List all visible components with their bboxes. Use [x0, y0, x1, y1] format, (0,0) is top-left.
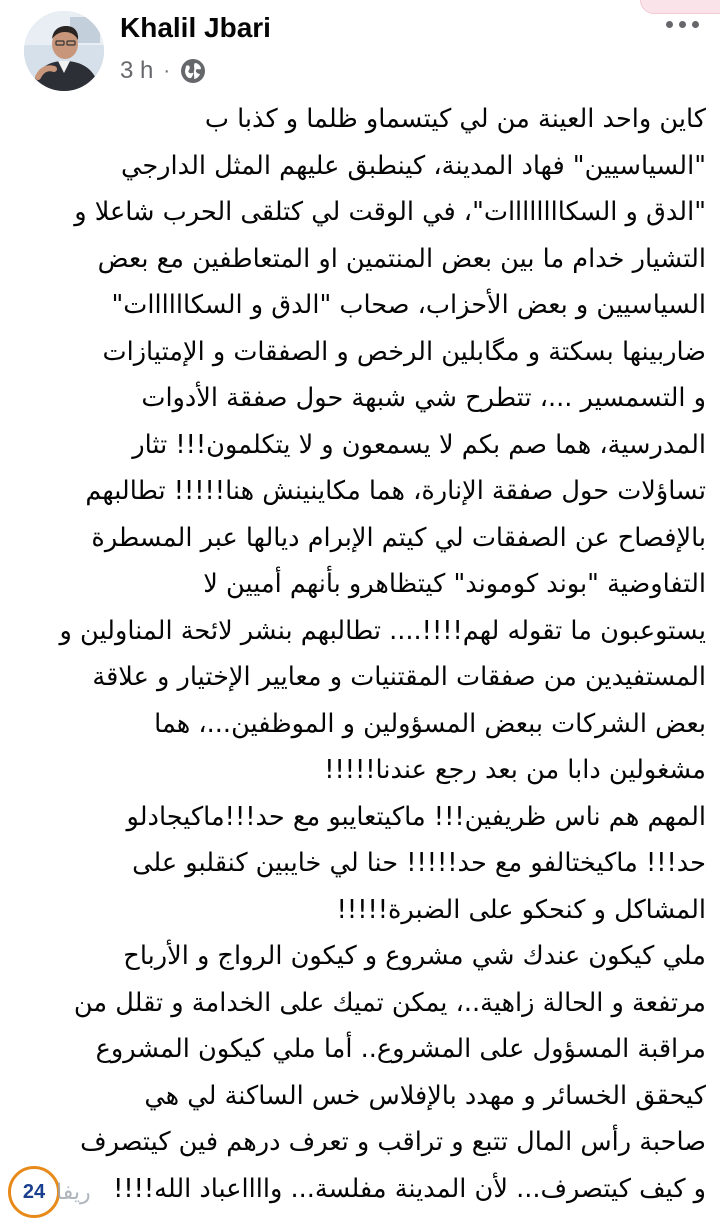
more-options-dot — [692, 21, 699, 28]
post-text-line: ضاربينها بسكتة و مگابلين الرخص و الصفقات و الإمتيازات — [102, 336, 706, 367]
post-text-line: المشاكل و كنحكو على الضبرة!!!!! — [336, 894, 706, 925]
avatar-photo — [24, 11, 104, 91]
post-text-line: مشغولين دابا من بعد رجع عندنا!!!!! — [324, 755, 706, 785]
post-text-line: ملي كيكون عندك شي مشروع و كيكون الرواج و الأرباح — [123, 941, 706, 971]
post-text-line: "الدق و السكاااااااات"، في الوقت لي كتلقى الحرب شاعلا و — [74, 197, 706, 227]
post-text-line: صاحبة رأس المال تتبع و تراقب و تعرف درهم فين كيتصرف — [80, 1127, 706, 1157]
post-text-line: كيحقق الخسائر و مهدد بالإفلاس خس الساكنة لي هي — [144, 1080, 706, 1111]
author-name[interactable]: Khalil Jbari — [120, 12, 271, 43]
watermark-text: ريفا — [56, 1179, 91, 1205]
post-text-line: حد!!! ماكيختالفو مع حد!!!!! حنا لي خايبين كنقلبو على — [132, 848, 706, 878]
post-timestamp[interactable]: 3 h — [120, 57, 154, 84]
post-text-line: يستوعبون ما تقوله لهم!!!!.... تطالبهم بنشر لائحة المناولين و — [59, 615, 706, 646]
globe-icon[interactable] — [180, 58, 206, 84]
post-text-line: المستفيدين من صفقات المقتنيات و معايير الإختيار و علاقة — [92, 662, 706, 692]
post-text-line: و التسمسير ...، تتطرح شي شبهة حول صفقة الأدوات — [141, 383, 706, 413]
watermark-badge — [8, 1166, 60, 1218]
watermark-number: 24 — [22, 1180, 46, 1203]
post-text-line: بالإفصاح عن الصفقات لي كيتم الإبرام ديالها عبر المسطرة — [91, 522, 706, 553]
post-text-line: المهم هم ناس ظريفين!!! ماكيتعايبو مع حد!!!ماكيجادلو — [126, 801, 706, 832]
post-text-line: كاين واحد العينة من لي كيتسماو ظلما و كذبا ب — [204, 104, 706, 134]
post-text-line: التفاوضية "بوند كوموند" كيتظاهرو بأنهم أميين لا — [203, 569, 706, 599]
post-header — [0, 0, 720, 100]
post-text-line: التشيار خدام ما بين بعض المنتمين او المتعاطفين مع بعض — [97, 243, 706, 274]
post-text-line: و كيف كيتصرف... لأن المدينة مفلسة... وااااعباد الله!!!! — [113, 1173, 706, 1204]
post-meta — [120, 56, 206, 86]
watermark-logo — [8, 1162, 108, 1222]
more-options-button[interactable] — [660, 6, 704, 42]
post-text-line: السياسيين و بعض الأحزاب، صحاب "الدق و السكاااااات" — [111, 290, 706, 320]
post-text — [6, 96, 706, 1212]
meta-separator: · — [163, 59, 171, 82]
post-text-line: تساؤلات حول صفقة الإنارة، هما مكاينينش هنا!!!!! تطالبهم — [85, 476, 706, 506]
post-text-line: المدرسية، هما صم بكم لا يسمعون و لا يتكلمون!!! تثار — [132, 429, 706, 460]
post-text-line: مرتفعة و الحالة زاهية..، يمكن تميك على الخدامة و تقلل من — [73, 987, 706, 1018]
post-text-line: مراقبة المسؤول على المشروع.. أما ملي كيكون المشروع — [95, 1034, 706, 1064]
post-text-line: بعض الشركات ببعض المسؤولين و الموظفين...، هما — [154, 708, 706, 739]
more-options-icon — [666, 21, 673, 28]
more-options-dot — [679, 21, 686, 28]
avatar[interactable] — [24, 11, 104, 91]
post-text-line: "السياسيين" فهاد المدينة، كينطبق عليهم المثل الدارجي — [121, 150, 706, 181]
